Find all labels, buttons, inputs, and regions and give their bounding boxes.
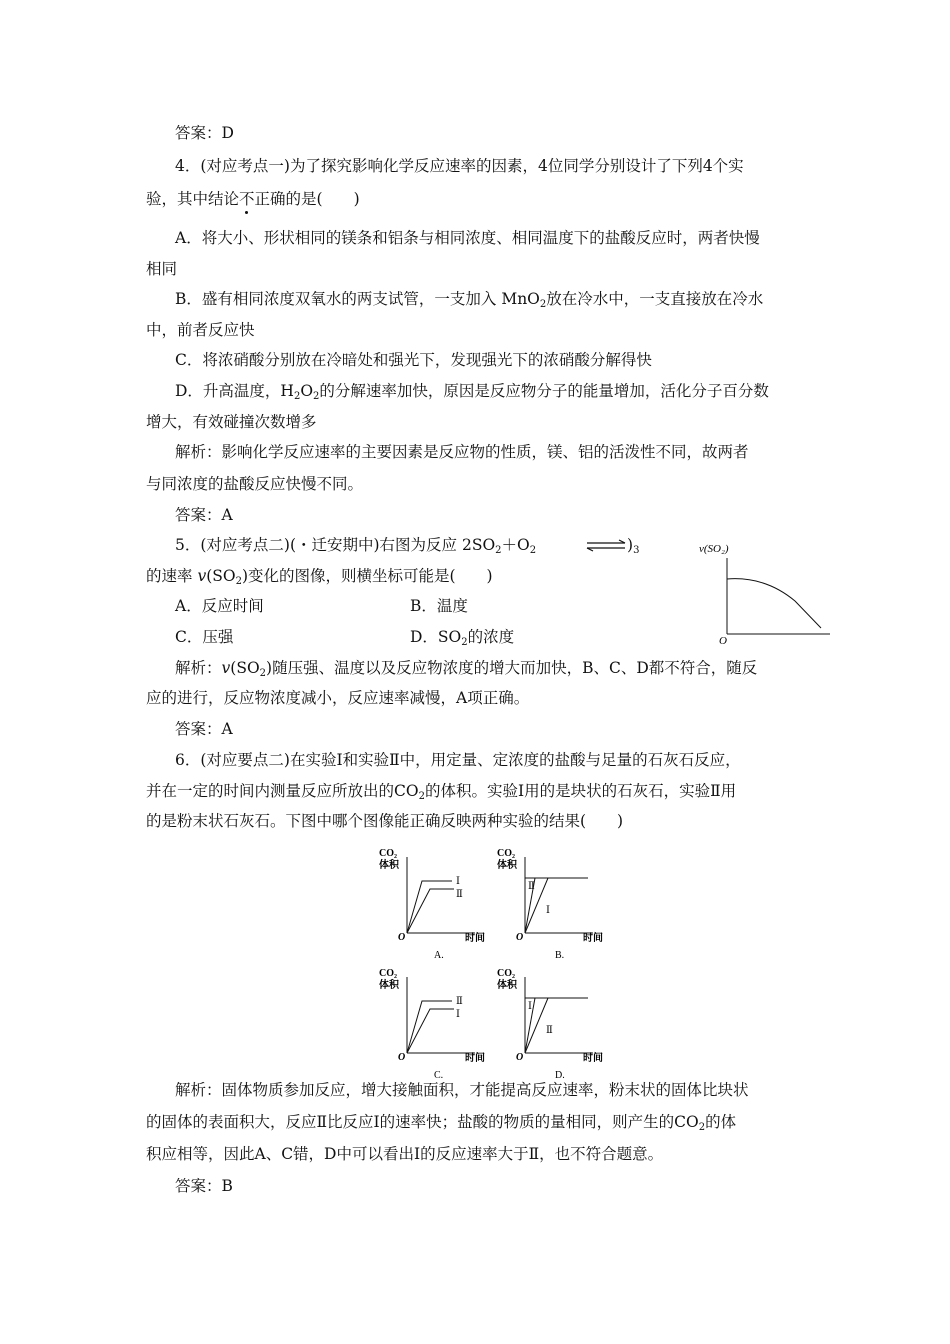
q4-stem-line1: 4．(对应考点一)为了探究影响化学反应速率的因素，4位同学分别设计了下列4个实 bbox=[175, 157, 744, 175]
q4-option-d-line1: D．升高温度，$H_2O_2$的分解速率加快，原因是反应物分子的能量增加，活化分子百分数 bbox=[175, 382, 769, 402]
q5-stem-line1: 5．(对应考点二)(・迁安期中)右图为反应 $2SO_2+O_2$ bbox=[175, 536, 537, 556]
q4-option-b-line1: B．盛有相同浓度双氧水的两支试管，一支加入 MnO$_2$放在冷水中，一支直接放在冷水 bbox=[175, 290, 764, 310]
q6-explanation-line3: 积应相等，因此A、C错，D中可以看出Ⅰ的反应速率大于Ⅱ，也不符合题意。 bbox=[146, 1145, 664, 1163]
svg-text:Ⅱ: Ⅱ bbox=[456, 889, 463, 900]
svg-text:CO₂: CO₂ bbox=[379, 968, 397, 979]
svg-text:Ⅱ: Ⅱ bbox=[546, 1025, 553, 1036]
q4-option-d-line2: 增大，有效碰撞次数增多 bbox=[146, 413, 317, 431]
q6-graph-c-line-lower bbox=[407, 1009, 454, 1053]
svg-text:Ⅰ: Ⅰ bbox=[456, 1009, 460, 1020]
equilibrium-arrow-icon bbox=[585, 539, 629, 553]
svg-text:Ⅰ: Ⅰ bbox=[546, 905, 550, 916]
svg-text:B.: B. bbox=[555, 950, 565, 961]
q5-answer: 答案：A bbox=[175, 720, 233, 738]
svg-text:CO₂: CO₂ bbox=[379, 848, 397, 859]
svg-text:C.: C. bbox=[434, 1070, 444, 1081]
svg-text:时间: 时间 bbox=[465, 1053, 485, 1064]
q6-graph-a bbox=[379, 848, 485, 961]
q6-graph-b bbox=[497, 848, 603, 961]
q6-graph-set bbox=[370, 845, 620, 1081]
q6-graph-a-line-lower bbox=[407, 889, 454, 933]
svg-text:体积: 体积 bbox=[497, 980, 517, 991]
q5-option-c: C．压强 bbox=[175, 628, 234, 646]
svg-text:体积: 体积 bbox=[497, 860, 517, 871]
svg-text:Ⅱ: Ⅱ bbox=[456, 996, 463, 1007]
q5-graph-curve bbox=[727, 579, 821, 628]
q6-graph-c bbox=[379, 968, 485, 1081]
q5-graph-ylabel: v(SO₂) bbox=[699, 543, 729, 555]
q6-answer: 答案：B bbox=[175, 1177, 233, 1195]
q4-option-c: C．将浓硝酸分别放在冷暗处和强光下，发现强光下的浓硝酸分解得快 bbox=[175, 351, 652, 369]
q4-option-a-line2: 相同 bbox=[146, 260, 178, 278]
svg-text:D.: D. bbox=[555, 1070, 565, 1081]
svg-text:O: O bbox=[398, 1052, 406, 1063]
svg-text:Ⅱ: Ⅱ bbox=[528, 881, 535, 892]
svg-text:CO₂: CO₂ bbox=[497, 848, 515, 859]
svg-text:CO₂: CO₂ bbox=[497, 968, 515, 979]
q6-graph-d bbox=[497, 968, 603, 1081]
svg-text:体积: 体积 bbox=[379, 980, 399, 991]
svg-text:A.: A. bbox=[434, 950, 444, 961]
q5-option-a: A．反应时间 bbox=[175, 597, 264, 615]
q5-options-row1 bbox=[175, 596, 264, 616]
q4-explanation-line2: 与同浓度的盐酸反应快慢不同。 bbox=[146, 475, 364, 493]
q4-answer: 答案：A bbox=[175, 506, 233, 524]
q4-stem-line2: 验，其中结论不正确的是( ) bbox=[146, 190, 360, 208]
svg-text:时间: 时间 bbox=[583, 933, 603, 944]
q5-stem-line1-tail: )$_3$ bbox=[627, 536, 640, 556]
svg-text:O: O bbox=[516, 932, 524, 943]
svg-text:时间: 时间 bbox=[465, 933, 485, 944]
q6-stem-line2: 并在一定的时间内测量反应所放出的$CO_2$的体积。实验Ⅰ用的是块状的石灰石，实验Ⅱ用 bbox=[146, 782, 737, 802]
q6-explanation-line1: 解析：固体物质参加反应，增大接触面积，才能提高反应速率，粉末状的固体比块状 bbox=[175, 1081, 749, 1099]
q5-explanation-line1: 解析：$v(SO_2)$随压强、温度以及反应物浓度的增大而加快，B、C、D都不符合，随反 bbox=[175, 659, 758, 679]
svg-text:时间: 时间 bbox=[583, 1053, 603, 1064]
q3-answer: 答案：D bbox=[175, 124, 234, 142]
q6-stem-line1: 6．(对应要点二)在实验Ⅰ和实验Ⅱ中，用定量、定浓度的盐酸与足量的石灰石反应， bbox=[175, 751, 741, 769]
q6-explanation-line2: 的固体的表面积大，反应Ⅱ比反应Ⅰ的速率快；盐酸的物质的量相同，则产生的$CO_2$的体 bbox=[146, 1113, 737, 1133]
svg-text:体积: 体积 bbox=[379, 860, 399, 871]
q5-graph-origin: O bbox=[719, 635, 727, 647]
q5-option-b: B．温度 bbox=[410, 597, 468, 615]
q5-explanation-line2: 应的进行，反应物浓度减小，反应速率减慢，A项正确。 bbox=[146, 689, 530, 707]
q6-stem-line3: 的是粉末状石灰石。下图中哪个图像能正确反映两种实验的结果( ) bbox=[146, 812, 624, 830]
q4-explanation-line1: 解析：影响化学反应速率的主要因素是反应物的性质，镁、铝的活泼性不同，故两者 bbox=[175, 443, 749, 461]
q5-stem-line2: 的速率 $v(SO_2)$变化的图像，则横坐标可能是( ) bbox=[146, 567, 493, 587]
emphasis-dot-mark: 不 bbox=[239, 190, 255, 208]
q5-option-d: D．$SO_2$的浓度 bbox=[410, 628, 515, 648]
svg-text:Ⅰ: Ⅰ bbox=[456, 876, 460, 887]
svg-text:O: O bbox=[516, 1052, 524, 1063]
q4-option-b-line2: 中，前者反应快 bbox=[146, 321, 255, 339]
svg-text:O: O bbox=[398, 932, 406, 943]
q4-option-a-line1: A．将大小、形状相同的镁条和铝条与相同浓度、相同温度下的盐酸反应时，两者快慢 bbox=[175, 229, 760, 247]
q5-rate-graph bbox=[690, 540, 840, 648]
svg-text:Ⅰ: Ⅰ bbox=[528, 1001, 532, 1012]
